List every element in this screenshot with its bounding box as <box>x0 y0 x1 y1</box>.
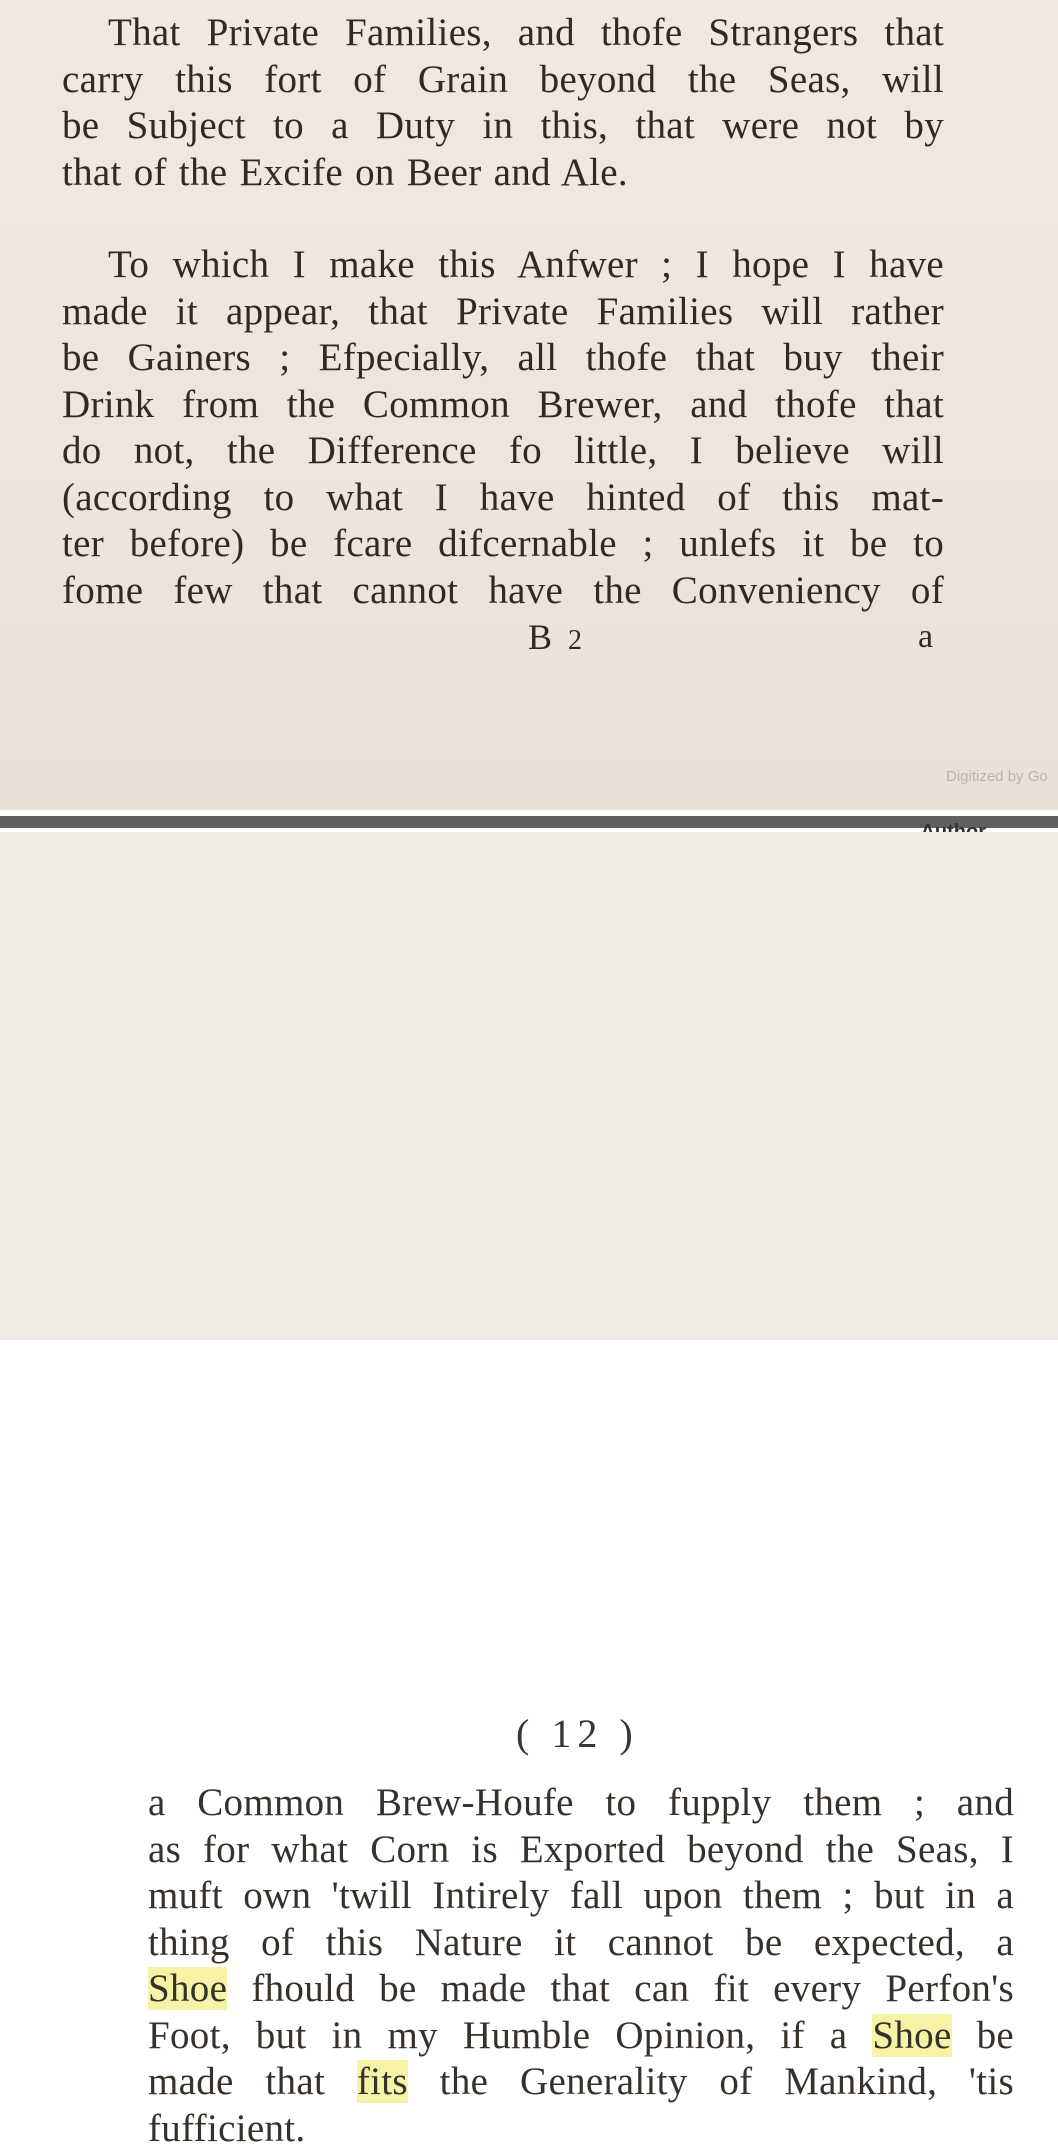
catchword: a <box>918 618 933 656</box>
text-line: carry this fort of Grain beyond the Seas, will <box>62 57 944 104</box>
page-divider <box>0 810 1058 832</box>
text-line: fufficient. <box>148 2106 1014 2152</box>
text-line: muft own 'twill Intirely fall upon them ; but in a <box>148 1873 1014 1920</box>
text-segment: fhould be made that can fit every Perfon's <box>227 1967 1014 2010</box>
text-line: be Gainers ; Efpecially, all thofe that buy their <box>62 335 944 382</box>
text-line: do not, the Difference fo little, I believe will <box>62 428 944 475</box>
text-line: fome few that cannot have the Conveniency of <box>62 568 944 615</box>
text-line: That Private Families, and thofe Strangers that <box>62 10 944 57</box>
text-line: a Common Brew-Houfe to fupply them ; and <box>148 1780 1014 1827</box>
text-line <box>148 2013 1014 2060</box>
text-line: To which I make this Anfwer ; I hope I have <box>62 242 944 289</box>
text-line <box>148 1966 1014 2013</box>
cut-off-label <box>920 822 986 832</box>
signature-mark <box>528 616 582 658</box>
text-line: ter before) be fcare difcernable ; unlefs it be to <box>62 521 944 568</box>
signature-number: 2 <box>568 625 582 656</box>
divider-bar <box>0 816 1058 828</box>
text-line <box>148 2059 1014 2106</box>
text-segment: the Generality of Mankind, 'tis <box>408 2060 1014 2103</box>
page-number: ( 12 ) <box>516 1710 639 1757</box>
paragraph-answer <box>62 242 944 614</box>
search-highlight: fits <box>357 2060 408 2103</box>
signature-letter: B <box>528 617 552 657</box>
text-line: that of the Excife on Beer and Ale. <box>62 150 944 197</box>
text-line: (according to what I have hinted of this mat- <box>62 475 944 522</box>
bottom-page-scan <box>0 832 1058 1340</box>
text-segment: be <box>952 2014 1014 2057</box>
text-segment: Foot, but in my Humble Opinion, if a <box>148 2014 872 2057</box>
text-line: thing of this Nature it cannot be expected, a <box>148 1920 1014 1967</box>
text-line: as for what Corn is Exported beyond the Seas, I <box>148 1827 1014 1874</box>
text-line: Drink from the Common Brewer, and thofe that <box>62 382 944 429</box>
text-line: be Subject to a Duty in this, that were not by <box>62 103 944 150</box>
search-highlight: Shoe <box>872 2014 951 2057</box>
search-highlight: Shoe <box>148 1967 227 2010</box>
text-segment: made that <box>148 2060 357 2103</box>
digitized-watermark: Digitized by Go <box>946 768 1048 785</box>
text-line: made it appear, that Private Families will rather <box>62 289 944 336</box>
paragraph-shoe-analogy <box>148 1780 1014 2152</box>
top-page-scan <box>0 0 1058 810</box>
paragraph-excise-objection <box>62 10 944 196</box>
